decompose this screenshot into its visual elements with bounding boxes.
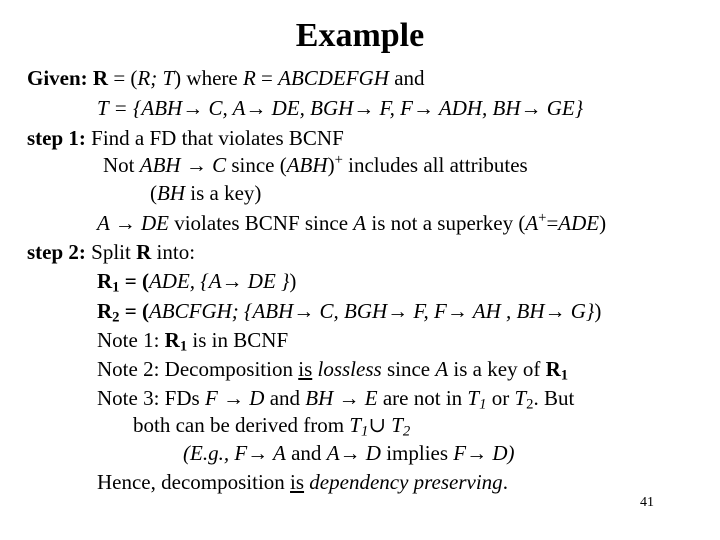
text-segment: A: [353, 211, 367, 235]
text-segment: since: [381, 357, 436, 381]
text-segment: BH → E: [305, 386, 378, 410]
text-segment: and: [264, 386, 306, 410]
text-segment: is a key of: [448, 357, 546, 381]
text-segment: R: [242, 66, 256, 90]
note2-line: [97, 354, 568, 384]
not-abh-line: [103, 150, 528, 180]
text-segment: Not: [103, 153, 140, 177]
text-segment: A: [525, 211, 539, 235]
text-segment: 1: [560, 367, 569, 384]
page-number: 41: [640, 495, 654, 510]
text-segment: +: [334, 151, 343, 168]
text-segment: Note 3: FDs: [97, 386, 205, 410]
text-segment: into:: [151, 240, 196, 264]
text-segment: R: [97, 299, 113, 323]
text-segment: R: [545, 357, 561, 381]
r2-line: [97, 296, 601, 326]
text-segment: step 1:: [27, 126, 86, 150]
text-segment: T: [349, 413, 362, 437]
text-segment: T = {ABH→ C, A→ DE, BGH→ F, F→ ADH, BH→ GE}: [97, 96, 584, 120]
slide-title: Example: [295, 17, 425, 54]
text-segment: 1: [112, 279, 120, 296]
text-segment: lossless: [317, 357, 382, 381]
text-segment: since (: [226, 153, 287, 177]
text-segment: ): [289, 269, 297, 293]
text-segment: ): [327, 153, 335, 177]
text-segment: Note 2: Decomposition: [97, 357, 299, 381]
text-segment: and: [285, 441, 327, 465]
text-segment: Note 1:: [97, 328, 165, 352]
text-segment: Find a FD that violates BCNF: [85, 126, 344, 150]
text-segment: (: [183, 441, 190, 465]
text-segment: is not a superkey (: [366, 211, 526, 235]
text-segment: Split: [85, 240, 137, 264]
text-segment: ABH: [286, 153, 328, 177]
text-segment: R; T: [137, 66, 175, 90]
derived-line: [133, 410, 410, 440]
text-segment: = (: [108, 66, 138, 90]
text-segment: is a key): [185, 181, 262, 205]
hence-line: [97, 467, 508, 497]
text-segment: =: [546, 211, 559, 235]
text-segment: F→ D): [453, 441, 515, 465]
text-segment: Hence, decomposition: [97, 470, 291, 494]
a-violates-line: [97, 208, 606, 238]
text-segment: is: [298, 357, 313, 381]
text-segment: dependency preserving: [309, 470, 503, 494]
text-segment: 1: [179, 338, 188, 355]
text-segment: A: [435, 357, 449, 381]
text-segment: . But: [533, 386, 575, 410]
text-segment: or: [486, 386, 515, 410]
text-segment: ADE, {A→ DE }: [148, 269, 290, 293]
text-segment: R: [136, 240, 152, 264]
example-line: [183, 438, 515, 468]
text-segment: ABCDEFGH: [278, 66, 389, 90]
text-segment: ∪ T: [368, 413, 403, 437]
text-segment: 2: [112, 309, 120, 326]
fd-set-line: [97, 93, 583, 123]
text-segment: 2: [526, 396, 534, 413]
text-segment: includes all attributes: [342, 153, 528, 177]
text-segment: 2: [402, 423, 411, 440]
text-segment: ) where: [174, 66, 243, 90]
text-segment: = (: [119, 269, 149, 293]
text-segment: R: [164, 328, 180, 352]
text-segment: T: [467, 386, 480, 410]
given-line: [27, 63, 425, 93]
r1-line: [97, 266, 296, 296]
text-segment: F → D: [204, 386, 265, 410]
text-segment: T: [514, 386, 527, 410]
text-segment: Given: R: [27, 66, 109, 90]
text-segment: E.g., F→ A: [190, 441, 286, 465]
text-segment: is in BCNF: [187, 328, 289, 352]
text-segment: 1: [361, 423, 369, 440]
text-segment: and: [388, 66, 425, 90]
text-segment: ): [594, 299, 602, 323]
step2-line: [27, 237, 195, 267]
text-segment: are not in: [377, 386, 468, 410]
text-segment: is: [290, 470, 305, 494]
text-segment: implies: [380, 441, 454, 465]
text-segment: A→ D: [326, 441, 381, 465]
note1-line: [97, 325, 288, 355]
bh-key-line: [150, 178, 261, 208]
text-segment: both can be derived from: [133, 413, 350, 437]
text-segment: violates BCNF since: [168, 211, 354, 235]
text-segment: =: [255, 66, 279, 90]
note3-line: [97, 383, 574, 413]
text-segment: 1: [479, 396, 487, 413]
text-segment: ADE: [558, 211, 600, 235]
text-segment: = (: [119, 299, 149, 323]
text-segment: ABH → C: [139, 153, 227, 177]
step1-line: [27, 123, 344, 153]
text-segment: A → DE: [97, 211, 169, 235]
text-segment: R: [97, 269, 113, 293]
text-segment: BH: [157, 181, 185, 205]
text-segment: +: [538, 209, 547, 226]
text-segment: .: [502, 470, 508, 494]
text-segment: step 2:: [27, 240, 86, 264]
text-segment: ): [599, 211, 607, 235]
text-segment: ABCFGH; {ABH→ C, BGH→ F, F→ AH , BH→ G}: [148, 299, 595, 323]
text-segment: (: [150, 181, 157, 205]
